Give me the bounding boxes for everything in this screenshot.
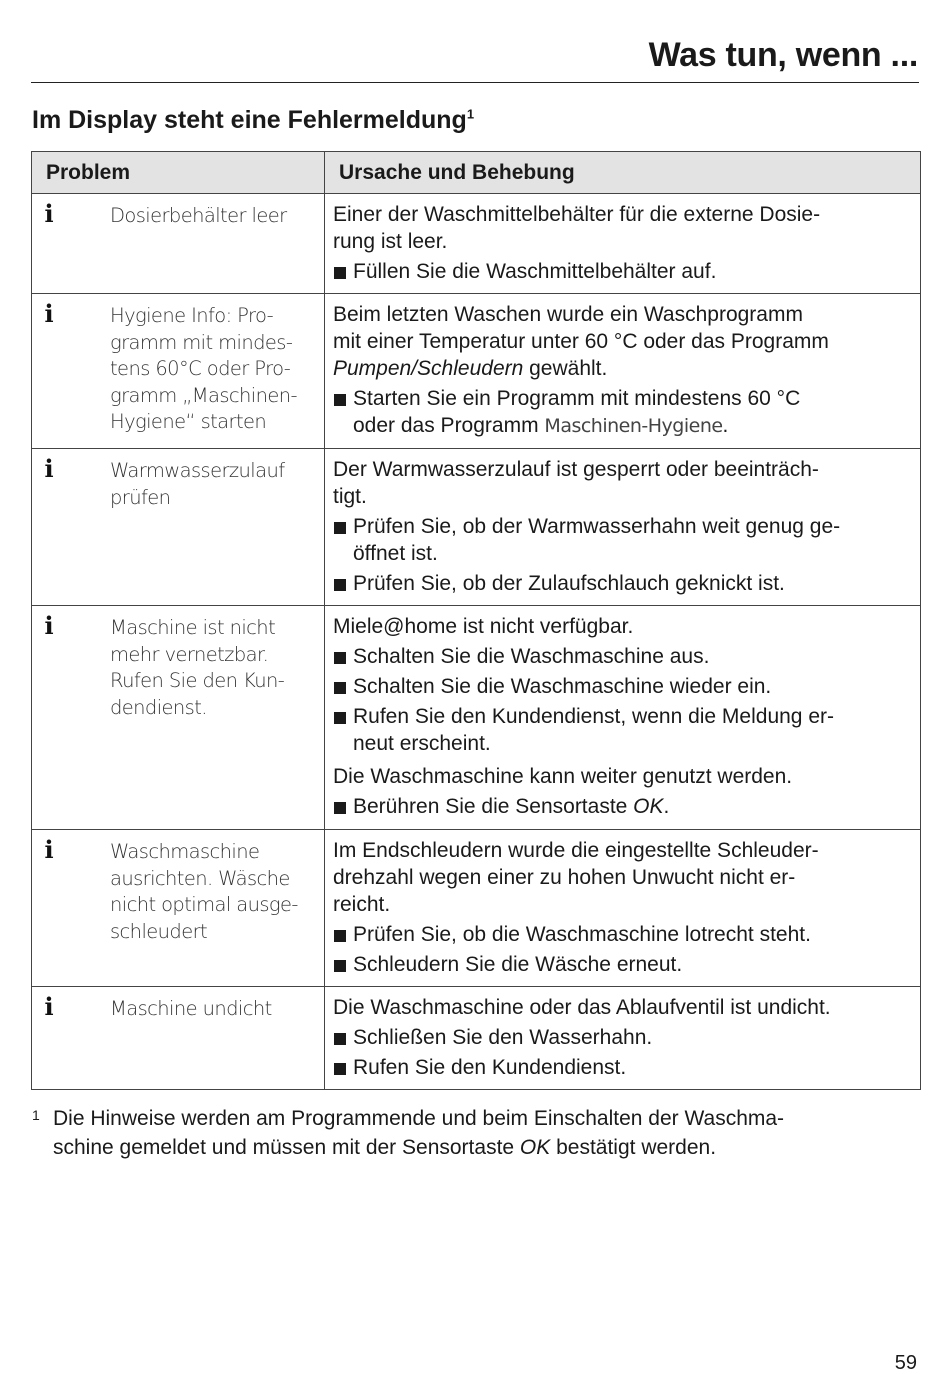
- remedy-step-text: Füllen Sie die Waschmittelbehälter auf.: [353, 260, 717, 283]
- cause-text: Im Endschleudern wurde die eingestellte Schleuder- drehzahl wegen einer zu hohen Unwucht nicht er- reicht.: [333, 839, 819, 916]
- remedy-step-text: Starten Sie ein Programm mit mindestens 60 °C oder das Programm: [353, 387, 801, 437]
- table-row: [32, 830, 921, 987]
- display-message: Waschmaschine ausrichten. Wäsche nicht optimal ausge- schleudert: [110, 840, 298, 943]
- display-message: Maschine ist nicht mehr vernetzbar. Rufen Sie den Kun- dendienst.: [110, 616, 285, 719]
- sensor-key-name: OK: [633, 795, 664, 818]
- cause-cell: [325, 606, 921, 830]
- cause-cell: [325, 294, 921, 449]
- remedy-step-text: Schleudern Sie die Wäsche erneut.: [353, 953, 683, 976]
- remedy-step-text: .: [722, 414, 729, 437]
- remedy-step: [333, 258, 912, 285]
- bullet-square-icon: [334, 960, 346, 972]
- footnote: [32, 1104, 912, 1162]
- footnote-reference: 1: [466, 106, 475, 122]
- table-row: [32, 606, 921, 830]
- error-message-table: [31, 151, 921, 1090]
- remedy-step: [333, 1054, 912, 1081]
- display-message: Dosierbehälter leer: [110, 204, 287, 227]
- table-header-row: [32, 152, 921, 194]
- cause-text: Miele@home ist nicht verfügbar.: [333, 615, 634, 638]
- display-program-name: Maschinen-Hygiene: [544, 415, 723, 437]
- info-icon: i: [44, 199, 54, 228]
- remedy-step: [333, 385, 912, 440]
- section-heading: [32, 106, 474, 135]
- remedy-step-text: Berühren Sie die Sensortaste: [353, 795, 634, 818]
- display-message: Maschine undicht: [110, 997, 272, 1020]
- header-divider: [31, 82, 919, 83]
- display-message: Warmwasserzulauf prüfen: [110, 459, 285, 509]
- column-header-cause: Ursache und Behebung: [325, 152, 921, 194]
- cause-cell: [325, 987, 921, 1090]
- column-header-problem: Problem: [32, 152, 325, 194]
- cause-cell: [325, 194, 921, 294]
- info-icon: i: [44, 299, 54, 328]
- cause-text: Die Waschmaschine kann weiter genutzt werden.: [333, 765, 793, 788]
- remedy-step-text: Prüfen Sie, ob der Warmwasserhahn weit genug ge- öffnet ist.: [353, 515, 841, 565]
- bullet-square-icon: [334, 267, 346, 279]
- remedy-step: [333, 643, 912, 670]
- cause-text: Der Warmwasserzulauf ist gesperrt oder beeinträch- tigt.: [333, 458, 819, 508]
- cause-text-part: Beim letzten Waschen wurde ein Waschprogramm mit einer Temperatur unter 60 °C oder das Programm: [333, 303, 829, 353]
- bullet-square-icon: [334, 802, 346, 814]
- remedy-step: [333, 673, 912, 700]
- bullet-square-icon: [334, 712, 346, 724]
- cause-text-part: gewählt.: [523, 357, 608, 380]
- remedy-step-text: Schalten Sie die Waschmaschine aus.: [353, 645, 710, 668]
- remedy-step-text: .: [663, 795, 670, 818]
- table-row: [32, 194, 921, 294]
- remedy-step: [333, 793, 912, 820]
- info-icon: i: [44, 992, 54, 1021]
- footnote-text-part: bestätigt werden.: [550, 1136, 717, 1159]
- bullet-square-icon: [334, 652, 346, 664]
- problem-cell: [32, 194, 325, 294]
- problem-cell: [32, 294, 325, 449]
- page-number: 59: [894, 1352, 917, 1374]
- cause-text: Einer der Waschmittelbehälter für die externe Dosie- rung ist leer.: [333, 203, 821, 253]
- table-row: [32, 987, 921, 1090]
- problem-cell: [32, 449, 325, 606]
- bullet-square-icon: [334, 930, 346, 942]
- page-header-title: Was tun, wenn ...: [648, 36, 918, 74]
- remedy-step-text: Schalten Sie die Waschmaschine wieder ein.: [353, 675, 772, 698]
- remedy-step: [333, 513, 912, 567]
- cause-text: [333, 301, 912, 382]
- remedy-step: [333, 570, 912, 597]
- problem-cell: [32, 830, 325, 987]
- display-message: Hygiene Info: Pro- gramm mit mindes- tens 60°C oder Pro- gramm „Maschinen- Hygiene“ starten: [110, 304, 297, 433]
- cause-text: Die Waschmaschine oder das Ablaufventil ist undicht.: [333, 996, 831, 1019]
- bullet-square-icon: [334, 1063, 346, 1075]
- remedy-step-text: Rufen Sie den Kundendienst, wenn die Meldung er- neut erscheint.: [353, 705, 834, 755]
- program-name: Pumpen/Schleudern: [333, 357, 524, 380]
- cause-cell: [325, 830, 921, 987]
- table-row: [32, 294, 921, 449]
- table-row: [32, 449, 921, 606]
- remedy-step: [333, 1024, 912, 1051]
- footnote-mark: 1: [32, 1107, 40, 1123]
- footnote-text-part: Die Hinweise werden am Programmende und beim Einschalten der Waschma- schine gemeldet und müssen mit der Sensortaste: [53, 1107, 785, 1159]
- bullet-square-icon: [334, 682, 346, 694]
- sensor-key-name: OK: [519, 1136, 551, 1159]
- remedy-step: [333, 951, 912, 978]
- problem-cell: [32, 606, 325, 830]
- remedy-step-text: Prüfen Sie, ob der Zulaufschlauch geknickt ist.: [353, 572, 785, 595]
- footnote-text: [53, 1104, 912, 1162]
- info-icon: i: [44, 454, 54, 483]
- bullet-square-icon: [334, 579, 346, 591]
- remedy-step-text: Prüfen Sie, ob die Waschmaschine lotrecht steht.: [353, 923, 811, 946]
- problem-cell: [32, 987, 325, 1090]
- remedy-step: [333, 921, 912, 948]
- bullet-square-icon: [334, 522, 346, 534]
- remedy-step: [333, 703, 912, 757]
- info-icon: i: [44, 835, 54, 864]
- remedy-step-text: Rufen Sie den Kundendienst.: [353, 1056, 627, 1079]
- remedy-step-text: Schließen Sie den Wasserhahn.: [353, 1026, 653, 1049]
- section-heading-text: Im Display steht eine Fehlermeldung: [32, 106, 467, 134]
- bullet-square-icon: [334, 1033, 346, 1045]
- cause-cell: [325, 449, 921, 606]
- info-icon: i: [44, 611, 54, 640]
- bullet-square-icon: [334, 394, 346, 406]
